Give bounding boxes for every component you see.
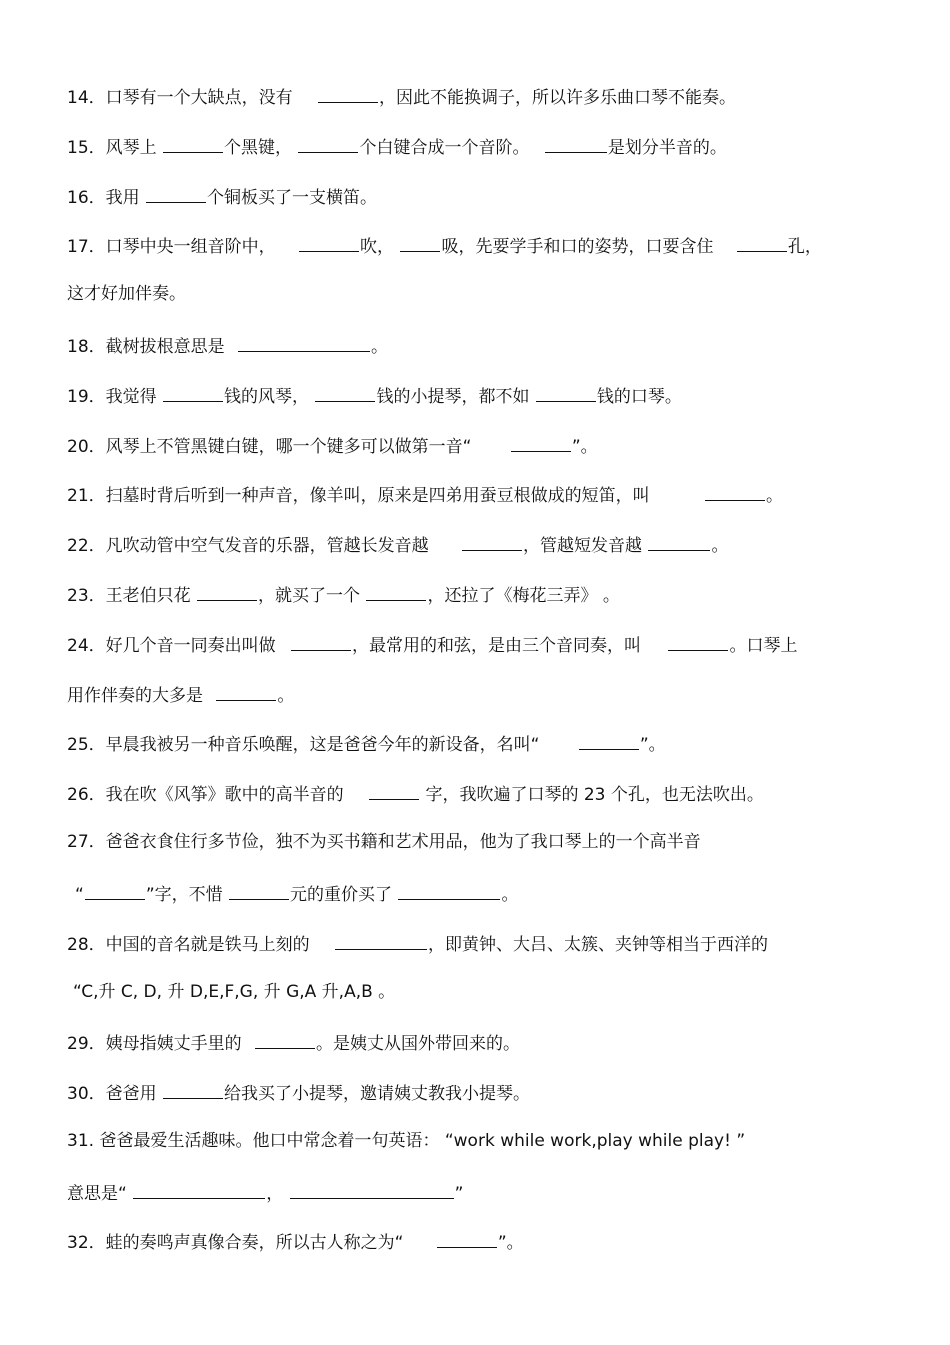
question-14 — [67, 80, 897, 110]
question-text: 21．扫墓时背后听到一种声音，像羊叫，原来是四弟用蚕豆根做成的短笛，叫 — [67, 486, 656, 506]
question-text: 元的重价买了 — [290, 885, 398, 905]
question-text: ，即黄钟、大吕、太簇、夹钟等相当于西洋的 — [428, 935, 769, 955]
question-text: 17．口琴中央一组音阶中， — [67, 237, 282, 257]
question-27-line-2 — [67, 877, 897, 907]
question-32 — [67, 1225, 897, 1255]
question-text: 是划分半音的。 — [607, 138, 727, 158]
question-text: 钱的口琴。 — [596, 387, 682, 407]
question-text: “C,升 C, D, 升 D,E,F,G, 升 G,A 升,A,B 。 — [73, 982, 396, 1002]
question-17-line-2 — [67, 279, 897, 309]
question-text: ，就买了一个 — [258, 586, 366, 606]
question-text: 14．口琴有一个大缺点，没有 — [67, 88, 299, 108]
question-text: 。 — [766, 486, 784, 506]
question-text: ，因此不能换调子，所以许多乐曲口琴不能奏。 — [379, 88, 737, 108]
question-27-line-1 — [67, 827, 897, 857]
question-31-line-2 — [67, 1176, 897, 1206]
question-text: ，管越短发音越 — [523, 536, 648, 556]
question-text: 字，我吹遍了口琴的 23 个孔，也无法吹出。 — [420, 785, 764, 805]
question-22 — [67, 528, 897, 558]
question-text: 吸，先要学手和口的姿势，口要含住 — [441, 237, 719, 257]
question-text: 20．风琴上不管黑键白键，哪一个键多可以做第一音“ — [67, 437, 477, 457]
question-text: 钱的风琴， — [224, 387, 315, 407]
question-28-line-2 — [67, 977, 897, 1007]
answer-blank[interactable] — [462, 528, 522, 551]
question-23 — [67, 578, 897, 608]
answer-blank[interactable] — [85, 877, 145, 900]
question-text: 个铜板买了一支横笛。 — [207, 188, 378, 208]
question-20 — [67, 429, 897, 459]
question-text: ”。 — [571, 437, 598, 457]
answer-blank[interactable] — [163, 379, 223, 402]
answer-blank[interactable] — [400, 229, 440, 252]
answer-blank[interactable] — [579, 727, 639, 750]
question-text: ， — [266, 1184, 289, 1204]
question-text: 30．爸爸用 — [67, 1084, 163, 1104]
answer-blank[interactable] — [705, 478, 765, 501]
question-29 — [67, 1026, 897, 1056]
answer-blank[interactable] — [335, 927, 427, 950]
question-17-line-1 — [67, 229, 897, 259]
question-text: 。 — [501, 885, 519, 905]
question-text: 16．我用 — [67, 188, 146, 208]
question-31-line-1 — [67, 1126, 897, 1156]
answer-blank[interactable] — [133, 1176, 265, 1199]
question-text: 。 — [277, 686, 295, 706]
question-text: 28．中国的音名就是铁马上刻的 — [67, 935, 316, 955]
question-24-line-2 — [67, 678, 897, 708]
question-text: 27．爸爸衣食住行多节俭，独不为买书籍和艺术用品，他为了我口琴上的一个高半音 — [67, 832, 701, 852]
question-text: 个白键合成一个音阶。 — [359, 138, 535, 158]
answer-blank[interactable] — [545, 130, 607, 153]
answer-blank[interactable] — [291, 628, 351, 651]
question-text: ，最常用的和弦，是由三个音同奏，叫 — [352, 636, 647, 656]
answer-blank[interactable] — [437, 1225, 497, 1248]
question-text: “ — [75, 885, 84, 905]
answer-blank[interactable] — [668, 628, 728, 651]
answer-blank[interactable] — [238, 329, 370, 352]
question-text: 个黑键， — [224, 138, 298, 158]
question-text: 。口琴上 — [729, 636, 798, 656]
answer-blank[interactable] — [315, 379, 375, 402]
question-text: 用作伴奏的大多是 — [67, 686, 209, 706]
question-text: 19．我觉得 — [67, 387, 163, 407]
answer-blank[interactable] — [290, 1176, 454, 1199]
question-text: 24．好几个音一同奏出叫做 — [67, 636, 282, 656]
question-text: 26．我在吹《风筝》歌中的高半音的 — [67, 785, 350, 805]
question-text: 18．截树拔根意思是 — [67, 337, 231, 357]
answer-blank[interactable] — [163, 130, 223, 153]
question-text: 22．凡吹动管中空气发音的乐器，管越长发音越 — [67, 536, 435, 556]
question-text: 32．蛙的奏鸣声真像合奏，所以古人称之为“ — [67, 1233, 409, 1253]
question-text: ” — [454, 1184, 464, 1204]
question-25 — [67, 727, 897, 757]
answer-blank[interactable] — [737, 229, 787, 252]
answer-blank[interactable] — [229, 877, 289, 900]
question-text: ，还拉了《梅花三弄》 。 — [427, 586, 620, 606]
answer-blank[interactable] — [197, 578, 257, 601]
answer-blank[interactable] — [369, 777, 419, 800]
question-text: 吹， — [360, 237, 400, 257]
question-30 — [67, 1076, 897, 1106]
question-text: 钱的小提琴，都不如 — [376, 387, 535, 407]
answer-blank[interactable] — [299, 229, 359, 252]
answer-blank[interactable] — [255, 1026, 315, 1049]
answer-blank[interactable] — [318, 80, 378, 103]
answer-blank[interactable] — [536, 379, 596, 402]
question-21 — [67, 478, 897, 508]
answer-blank[interactable] — [648, 528, 710, 551]
question-text: 25．早晨我被另一种音乐唤醒，这是爸爸今年的新设备，名叫“ — [67, 735, 545, 755]
answer-blank[interactable] — [298, 130, 358, 153]
question-text: ”。 — [497, 1233, 524, 1253]
question-15 — [67, 130, 897, 160]
question-text: 。 — [371, 337, 389, 357]
question-18 — [67, 329, 897, 359]
answer-blank[interactable] — [216, 678, 276, 701]
answer-blank[interactable] — [511, 429, 571, 452]
question-26 — [67, 777, 897, 807]
question-text: 给我买了小提琴，邀请姨丈教我小提琴。 — [224, 1084, 531, 1104]
answer-blank[interactable] — [366, 578, 426, 601]
answer-blank[interactable] — [398, 877, 500, 900]
question-text: ”字，不惜 — [145, 885, 229, 905]
question-text: 31. 爸爸最爱生活趣味。他口中常念着一句英语： “work while work,play while play! ” — [67, 1131, 746, 1151]
question-text: 15．风琴上 — [67, 138, 163, 158]
question-text: 意思是“ — [67, 1184, 133, 1204]
question-28-line-1 — [67, 927, 897, 957]
answer-blank[interactable] — [146, 180, 206, 203]
question-text: 23．王老伯只花 — [67, 586, 197, 606]
question-16 — [67, 180, 897, 210]
answer-blank[interactable] — [163, 1076, 223, 1099]
question-text: 这才好加伴奏。 — [67, 284, 186, 304]
question-24-line-1 — [67, 628, 897, 658]
question-text: 。是姨丈从国外带回来的。 — [316, 1034, 521, 1054]
question-text: 29．姨母指姨丈手里的 — [67, 1034, 248, 1054]
question-19 — [67, 379, 897, 409]
question-text: 。 — [711, 536, 729, 556]
question-text: 孔， — [787, 237, 822, 257]
question-text: ”。 — [639, 735, 666, 755]
